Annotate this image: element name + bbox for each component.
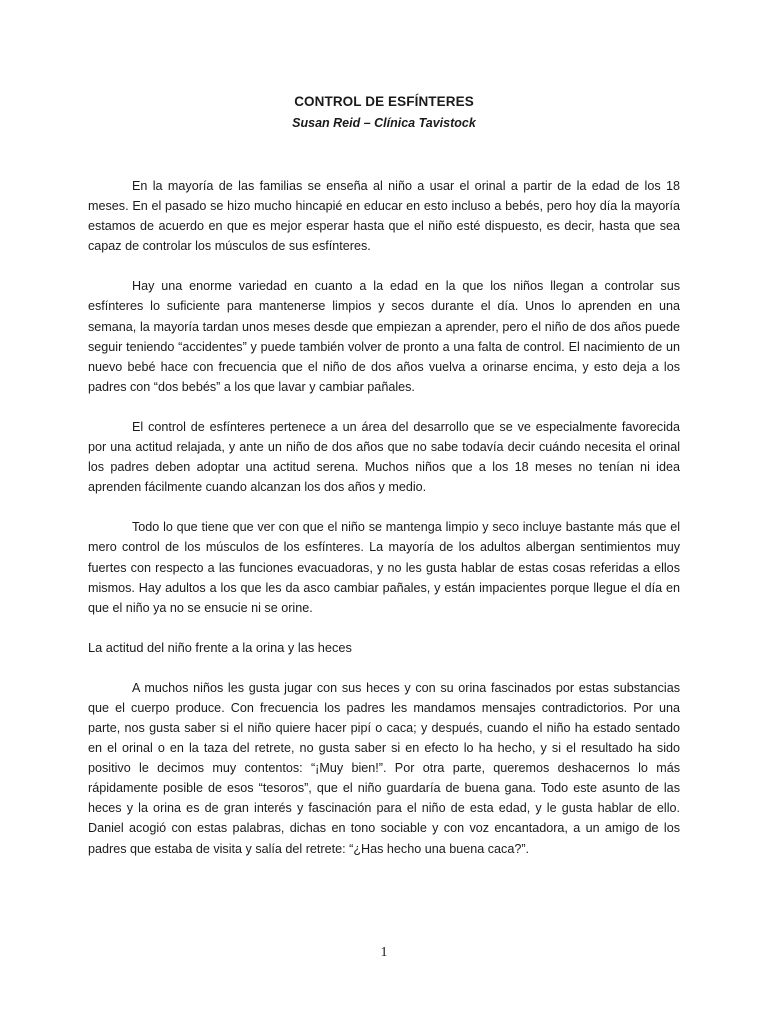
- document-subtitle: Susan Reid – Clínica Tavistock: [292, 116, 476, 130]
- document-body: [88, 176, 680, 859]
- body-paragraph-3: El control de esfínteres pertenece a un área del desarrollo que se ve especialmente favorecida por una actitud relajada, y ante un niño de dos años que no sabe todavía decir cuándo necesita el orinal los padres deben adoptar una actitud serena. Muchos niños que a los 18 meses no tenían ni idea aprenden fácilmente cuando alcanzan los dos años y medio.: [88, 419, 680, 495]
- document-title: CONTROL DE ESFÍNTERES: [294, 94, 474, 109]
- body-paragraph-1: En la mayoría de las familias se enseña al niño a usar el orinal a partir de la edad de los 18 meses. En el pasado se hizo mucho hincapié en educar en esto incluso a bebés, pero hoy día la mayoría estamos de acuerdo en que es mejor esperar hasta que el niño esté dispuesto, es decir, hasta que sea capaz de controlar los músculos de sus esfínteres.: [88, 179, 680, 254]
- section-heading: La actitud del niño frente a la orina y las heces: [88, 639, 352, 655]
- page-number: 1: [380, 945, 388, 960]
- body-paragraph-4: Todo lo que tiene que ver con que el niño se mantenga limpio y seco incluye bastante más que el mero control de los músculos de los esfínteres. La mayoría de los adultos albergan sentimientos muy fuertes con respecto a las funciones evacuadoras, y no les gusta hablar de estas cosas referidas a ellos mismos. Hay adultos a los que les da asco cambiar pañales, y están impacientes porque llegue el día en que el niño ya no se ensucie ni se orine.: [88, 520, 680, 615]
- body-paragraph-2: Hay una enorme variedad en cuanto a la edad en la que los niños llegan a controlar sus esfínteres lo suficiente para mantenerse limpios y secos durante el día. Unos lo aprenden en una semana, la mayoría tardan unos meses desde que empiezan a aprender, pero el niño de dos años puede seguir teniendo “accidentes” y puede también volver de pronto a una falta de control. El nacimiento de un nuevo bebé hace con frecuencia que el niño de dos años vuelva a orinarse encima, y esto deja a los padres con “dos bebés” a los que lavar y cambiar pañales.: [88, 279, 680, 394]
- section-paragraph-1: A muchos niños les gusta jugar con sus heces y con su orina fascinados por estas substancias que el cuerpo produce. Con frecuencia los padres les mandamos mensajes contradictorios. Por una parte, nos gusta saber si el niño quiere hacer pipí o caca; y después, cuando el niño ha estado sentado en el orinal o en la taza del retrete, no gusta saber si en efecto lo ha hecho, y si el resultado ha sido positivo le decimos muy contentos: “¡Muy bien!”. Por otra parte, queremos deshacernos lo más rápidamente posible de esos “tesoros”, que el niño guardaría de buena gana. Todo este asunto de las heces y la orina es de gran interés y fascinación para el niño de esta edad, y le gusta hablar de ello. Daniel acogió con estas palabras, dichas en tono sociable y con voz encantadora, a un amigo de los padres que estaba de visita y salía del retrete: “¿Has hecho una buena caca?”.: [88, 680, 680, 856]
